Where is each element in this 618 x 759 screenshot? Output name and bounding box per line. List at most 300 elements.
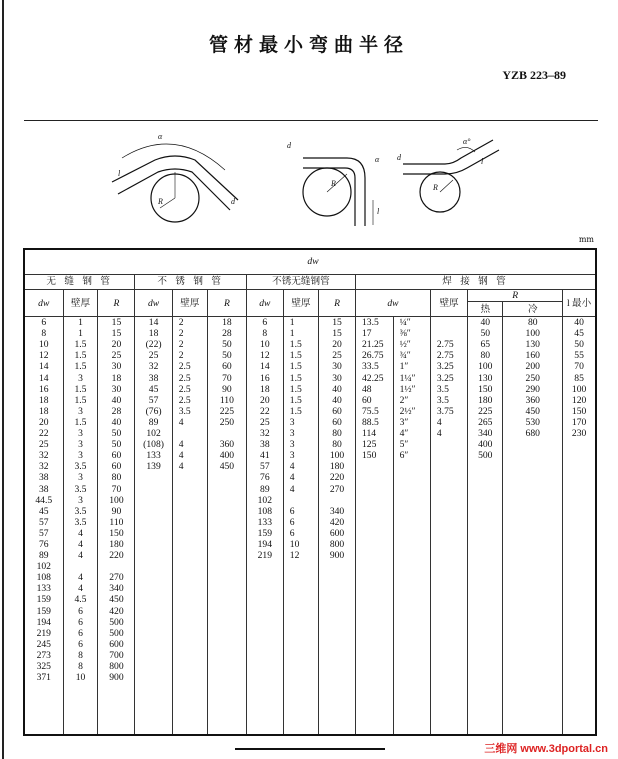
table-cell: 20 [111,339,122,351]
stainless-wall-column [172,317,207,735]
table-cell: 15 [111,328,122,340]
table-cell: 3″ [399,416,409,428]
l-label: l [481,157,484,166]
table-cell: 1.5 [289,383,302,395]
table-cell: 18 [38,405,49,417]
table-cell [437,317,467,328]
table-cell: 22 [260,405,270,417]
table-cell: 1.5 [74,339,87,351]
table-cell: 4 [436,416,442,428]
table-cell: 3.25 [436,372,454,384]
table-cell: 80 [332,439,342,451]
table-cell: 110 [109,516,124,528]
header-rule [24,120,598,121]
table-cell: (76) [145,405,162,417]
table-cell: 6″ [399,450,409,462]
table-cell [563,439,595,450]
table-cell: 150 [571,405,587,417]
table-cell: 2 [178,339,184,351]
welded-cold-column [503,317,563,735]
table-cell [563,450,595,461]
table-cell: 6 [78,627,83,639]
welded-lmin-column [563,317,596,735]
table-cell: 32 [148,361,159,373]
table-cell: ¼″ [399,317,411,329]
table-cell: 340 [478,428,493,440]
table-cell: 450 [109,594,124,606]
table-cell [179,428,207,439]
table-cell: 6 [78,638,83,650]
table-cell: 360 [525,394,540,406]
table-cell: 150 [109,527,124,539]
table-cell: 340 [329,505,345,517]
table-cell: 1.5 [289,350,302,362]
table-cell: 12 [289,550,300,562]
table-cell: 3 [78,428,83,440]
table-cell: 3.5 [74,505,87,517]
table-cell: 3 [78,439,83,451]
table-cell: 14 [38,361,49,373]
table-cell: 16 [260,372,270,384]
table-cell: 70 [574,361,584,373]
table-cell: 6 [41,317,47,329]
table-cell: 340 [109,583,124,595]
table-cell: 50 [222,350,232,362]
table-cell: 16 [38,383,49,395]
table-cell: 1.5 [74,361,87,373]
table-cell: 3.5 [436,383,449,395]
table-cell: 90 [222,383,232,395]
col-wall: 壁厚 [430,290,467,317]
table-cell: 76 [38,538,49,550]
table-cell: 500 [478,450,493,462]
alpha-label: α [158,132,163,141]
table-cell: 3 [78,450,83,462]
table-cell: (108) [143,439,164,451]
table-cell: 30 [332,372,342,384]
table-cell: ½″ [399,339,411,351]
col-wall: 壁厚 [63,290,98,317]
table-cell: 219 [36,627,51,639]
table-cell: 28 [222,328,232,340]
table-cell: 30 [332,361,342,373]
ss-r-column [319,317,356,735]
group-welded: 焊 接 钢 管 [356,275,597,290]
table-cell: 18 [260,383,270,395]
table-cell: 600 [109,638,124,650]
table-cell: 4 [78,538,83,550]
table-cell [437,450,467,461]
table-cell: 3.5 [74,461,87,473]
table-cell: 4.5 [74,594,87,606]
table-cell: 80 [527,317,538,329]
col-dw: dw [246,290,283,317]
table-cell: 60 [362,394,372,406]
table-cell: 42.25 [362,372,384,384]
table-cell: 60 [111,461,122,473]
table-cell: 8 [41,328,47,340]
table-cell: 22 [38,428,49,440]
table-cell: 100 [571,383,587,395]
table-cell: 114 [362,428,377,440]
table-cell: 8 [78,649,83,661]
ss-wall-column [283,317,318,735]
table-cell: 290 [525,383,540,395]
table-cell: 130 [525,339,540,351]
table-cell: 1.5 [74,416,87,428]
d-label: d [231,197,235,206]
table-cell: 4 [78,550,83,562]
table-cell: 180 [478,394,493,406]
table-cell: 2.75 [436,350,454,362]
table-cell: 6 [289,516,295,528]
table-cell: (22) [145,339,162,351]
table-cell: 8 [78,661,83,672]
d-label: d [287,141,291,150]
table-cell: 1.5 [74,383,87,395]
col-wall: 壁厚 [283,290,318,317]
table-cell: 1 [289,317,295,329]
table-cell: 4 [78,527,83,539]
table-cell [319,495,355,506]
group-seamless: 无 缝 钢 管 [24,275,135,290]
col-r: R [207,290,246,317]
welded-dw-column [356,317,394,735]
table-cell: 600 [329,527,345,539]
table-cell: 100 [525,328,540,340]
table-cell: 4 [289,483,295,495]
table-cell: 2.75 [436,339,454,351]
table-cell: 6 [289,505,295,517]
table-cell: 50 [222,339,232,351]
col-wall: 壁厚 [172,290,207,317]
table-cell: 2.5 [178,394,191,406]
table-cell: 100 [329,450,345,462]
table-cell: 57 [38,516,49,528]
table-cell: 170 [571,416,587,428]
table-cell: 250 [219,416,235,428]
table-cell: 900 [329,550,345,562]
table-cell: 3 [78,494,83,506]
table-cell: 45 [574,328,584,340]
r-label: R [433,183,438,192]
seamless-dw-column [24,317,63,735]
table-cell: 6 [289,527,295,539]
table-cell: 4 [178,450,184,462]
table-cell: 38 [260,439,270,451]
table-cell: 450 [525,405,540,417]
table-cell: 180 [109,538,124,550]
table-cell: 2.5 [178,372,191,384]
table-cell: 3.5 [74,516,87,528]
table-cell: 57 [148,394,159,406]
seamless-r-column [98,317,135,735]
table-cell: 6 [78,616,83,628]
table-cell: 200 [525,361,540,373]
table-cell: 50 [111,439,122,451]
table-cell: 48 [362,383,372,395]
table-cell: 133 [146,450,161,462]
table-cell: 4″ [399,428,409,440]
table-cell: ⅜″ [399,328,411,340]
table-cell: 400 [478,439,493,451]
table-cell: 230 [571,428,587,440]
table-cell: 89 [38,550,49,562]
table-cell: 245 [36,638,51,650]
table-cell: 160 [525,350,540,362]
table-cell: 194 [257,538,272,550]
table-cell: 4 [78,572,83,584]
table-cell: 102 [36,561,51,573]
table-cell: 32 [38,461,49,473]
table-cell: 1.5 [289,361,302,373]
table-cell: 100 [478,361,493,373]
welded-hot-column [468,317,503,735]
table-cell: 270 [329,483,345,495]
table-cell: 17 [362,328,372,340]
table-cell: 12 [38,350,49,362]
table-cell: 3.5 [74,483,87,495]
table-cell: 40 [111,394,122,406]
table-cell: 2 [178,350,184,362]
table-cell: 270 [109,572,124,584]
table-cell: 100 [109,494,124,506]
table-cell: 3 [289,450,295,462]
table-cell: 159 [36,594,51,606]
table-cell: 12 [260,350,270,362]
table-cell: 180 [329,461,345,473]
alpha-deg-label: α° [463,137,471,146]
stainless-r-column [207,317,246,735]
table-cell: 139 [146,461,161,473]
table-cell: 102 [146,428,161,440]
table-cell: 194 [36,616,51,628]
table-cell: 250 [525,372,540,384]
col-lmin: l 最小 [563,290,596,317]
table-cell: 220 [329,472,345,484]
bend-radius-table [23,248,597,736]
table-cell: 28 [111,405,122,417]
col-dw: dw [24,290,63,317]
page-title: 管材最小弯曲半径 [208,34,409,56]
table-cell: 88.5 [362,416,379,428]
table-cell: 2½″ [399,405,416,417]
table-cell: 5″ [399,439,409,451]
table-cell: 18 [38,394,49,406]
table-cell: 89 [260,483,270,495]
table-cell: 530 [525,416,540,428]
table-cell: 13.5 [362,317,379,329]
table-cell: ¾″ [399,350,411,362]
table-cell: 150 [478,383,493,395]
table-cell: 25 [332,350,342,362]
table-cell: 38 [148,372,159,384]
table-cell: 32 [38,450,49,462]
table-cell: 40 [480,317,491,329]
table-cell: 800 [109,661,124,672]
table-cell: 700 [109,649,124,661]
table-cell: 45 [148,383,159,395]
table-cell: 4 [178,416,184,428]
table-cell: 3 [289,428,295,440]
table-cell: 108 [257,505,272,517]
col-r: R [468,290,563,302]
table-cell: 14 [148,317,159,329]
table-cell: 1 [78,317,83,329]
seamless-wall-column [63,317,98,735]
table-cell: 21.25 [362,339,384,351]
table-cell: 3 [289,439,295,451]
table-cell: 40 [111,416,122,428]
table-cell: 18 [111,372,122,384]
r-label: R [331,179,336,188]
table-cell: 3.25 [436,361,454,373]
table-cell [64,561,98,572]
dw-header: dw [24,249,596,275]
standard-number: YZB 223–89 [502,68,566,82]
table-cell: 44.5 [35,494,53,506]
table-cell: 18 [148,328,159,340]
table-cell: 2 [178,328,184,340]
table-cell: 38 [38,483,49,495]
table-cell: 76 [260,472,270,484]
table-cell: 65 [480,339,491,351]
bend-diagram-3 [395,130,505,235]
table-cell [437,328,467,339]
table-cell: 225 [478,405,493,417]
table-cell: 325 [36,661,51,672]
l-label: l [118,169,121,178]
table-cell: 1½″ [399,383,416,395]
table-cell: 1¼″ [399,372,416,384]
table-cell: 3 [78,372,83,384]
table-cell: 120 [571,394,587,406]
table-cell: 130 [478,372,493,384]
table-cell: 20 [260,394,270,406]
col-r: R [98,290,135,317]
table-cell: 30 [111,361,122,373]
table-cell: 10 [260,339,270,351]
table-cell: 33.5 [362,361,379,373]
table-cell: 1.5 [289,405,302,417]
footer-rule [235,748,385,750]
table-cell: 20 [332,339,342,351]
col-hot: 热 [468,302,503,317]
table-cell: 89 [148,416,159,428]
table-cell: 40 [332,383,342,395]
table-cell: 50 [574,339,584,351]
table-cell: 1.5 [74,394,87,406]
alpha-label: α [375,155,380,164]
table-cell: 80 [111,472,122,484]
table-cell: 3.75 [436,405,454,417]
d-label: d [397,153,401,162]
table-cell: 15 [111,317,122,329]
table-cell: 219 [257,550,272,562]
col-dw: dw [356,290,431,317]
table-cell: 18 [222,317,232,329]
table-cell: 25 [148,350,159,362]
table-cell: 4 [289,461,295,473]
table-cell: 225 [219,405,235,417]
table-cell: 8 [262,328,268,340]
table-cell: 1″ [399,361,409,373]
table-cell: 60 [222,361,232,373]
table-cell: 125 [362,439,377,451]
bend-diagram-1 [100,130,250,235]
table-cell: 2.5 [178,361,191,373]
table-cell: 500 [109,627,124,639]
table-cell: 1.5 [289,372,302,384]
col-r: R [319,290,356,317]
l-label: l [377,207,380,216]
table-cell: 25 [111,350,122,362]
table-cell: 55 [574,350,584,362]
table-cell: 3 [78,405,83,417]
table-cell: 25 [38,439,49,451]
table-cell [437,439,467,450]
table-cell: 80 [332,428,342,440]
group-stainless-seamless: 不锈无缝钢管 [246,275,355,290]
table-cell: 40 [574,317,584,329]
left-margin-rule [2,0,4,759]
table-cell: 1.5 [289,339,302,351]
table-cell: 159 [36,605,51,617]
table-cell: 90 [111,505,122,517]
col-dw: dw [135,290,172,317]
table-cell: 4 [78,583,83,595]
table-cell: 3 [289,416,295,428]
table-cell: 900 [109,672,124,684]
table-cell: 45 [38,505,49,517]
welded-wall-column [430,317,467,735]
table-cell: 2 [178,317,184,329]
table-cell: 1 [78,328,83,340]
table-cell: 10 [38,339,49,351]
welded-inch-column [393,317,430,735]
table-cell: 57 [260,461,270,473]
table-cell: 60 [111,450,122,462]
table-cell: 1.5 [74,350,87,362]
table-cell: 1.5 [289,394,302,406]
table-cell: 3.5 [178,405,191,417]
r-label: R [158,197,163,206]
table-cell: 371 [36,672,51,684]
table-cell: 1 [289,328,295,340]
ss-dw-column [246,317,283,735]
group-stainless: 不 锈 钢 管 [135,275,246,290]
table-cell [290,495,318,506]
table-cell: 102 [257,494,272,506]
unit-label: mm [578,235,594,244]
table-cell: 4 [289,472,295,484]
table-cell: 15 [332,328,342,340]
table-cell: 26.75 [362,350,384,362]
table-cell: 273 [36,649,51,661]
table-cell: 2″ [399,394,409,406]
table-cell [98,561,134,572]
table-cell: 400 [219,450,235,462]
table-cell: 15 [332,317,342,329]
table-cell: 30 [111,383,122,395]
table-cell: 25 [260,416,270,428]
table-cell: 4 [436,428,442,440]
table-cell: 38 [38,472,49,484]
table-cell: 133 [257,516,272,528]
table-cell: 50 [111,428,122,440]
table-cell: 80 [480,350,491,362]
table-cell: 6 [262,317,268,329]
